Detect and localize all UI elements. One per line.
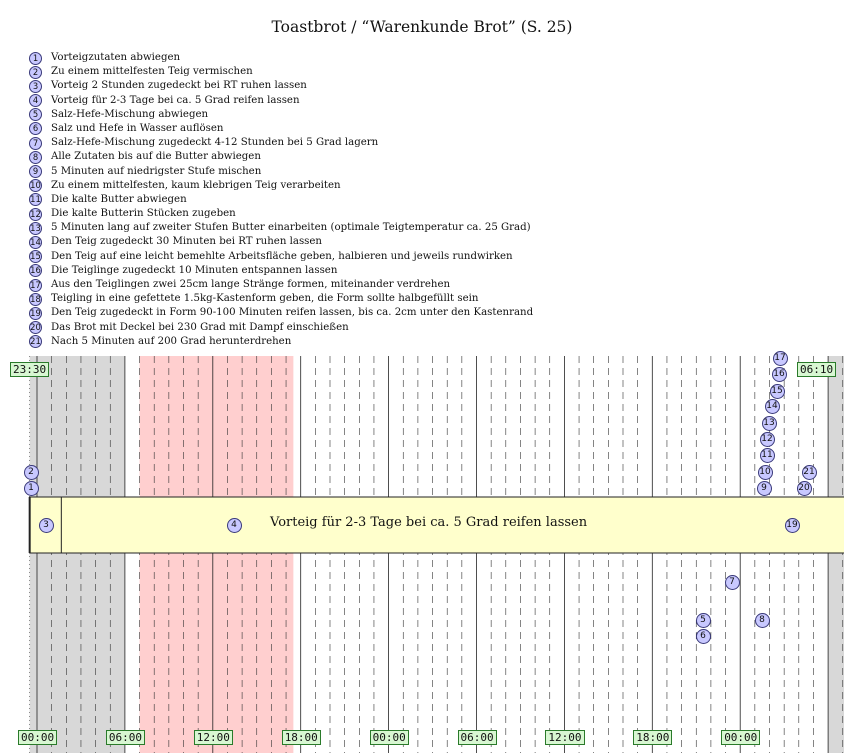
timeline-step-badge: 7	[725, 575, 740, 590]
timeline-step-badge: 1	[24, 481, 39, 496]
step-text: Zu einem mittelfesten Teig vermischen	[51, 66, 253, 78]
step-number-badge: 6	[29, 122, 42, 135]
step-text: Den Teig zugedeckt 30 Minuten bei RT ruhen lassen	[51, 236, 322, 248]
axis-time-label: 06:00	[106, 730, 145, 745]
step-text: Nach 5 Minuten auf 200 Grad herunterdrehen	[51, 335, 292, 347]
step-number-badge: 18	[30, 293, 41, 304]
timeline-step-badge: 15	[770, 384, 785, 399]
step-number-badge: 3	[29, 80, 42, 93]
step-text: Die Teiglinge zugedeckt 10 Minuten entspannen lassen	[51, 264, 338, 276]
step-text: Alle Zutaten bis auf die Butter abwiegen	[51, 151, 261, 163]
step-text: Vorteig für 2-3 Tage bei ca. 5 Grad reifen lassen	[51, 94, 300, 106]
axis-time-label: 06:00	[458, 730, 497, 745]
step-number-badge: 16	[30, 265, 41, 276]
step-text: Aus den Teiglingen zwei 25cm lange Stränge formen, miteinander verdrehen	[51, 279, 451, 290]
step-number-badge: 1	[29, 52, 42, 65]
step-text: Vorteigzutaten abwiegen	[51, 52, 181, 63]
step-number-badge: 21	[30, 336, 41, 347]
timeline-step-badge: 10	[758, 465, 773, 480]
timeline-step-badge: 4	[227, 518, 242, 533]
step-text: Den Teig zugedeckt in Form 90-100 Minuten reifen lassen, bis ca. 2cm unter den Kastenrand	[51, 307, 534, 319]
step-number-badge: 13	[30, 222, 41, 233]
step-number-badge: 9	[29, 165, 42, 178]
axis-time-label: 12:00	[194, 730, 233, 745]
step-number-badge: 17	[30, 279, 41, 290]
axis-time-label: 00:00	[370, 730, 409, 745]
step-number-badge: 10	[30, 180, 41, 191]
step-number-badge: 7	[29, 137, 42, 150]
axis-time-label: 00:00	[18, 730, 57, 745]
timeline-step-badge: 8	[755, 613, 770, 628]
timeline-step-badge: 2	[24, 465, 39, 480]
step-text: Das Brot mit Deckel bei 230 Grad mit Dampf einschießen	[51, 321, 349, 333]
timeline-step-badge: 20	[797, 481, 812, 496]
step-text: Salz und Hefe in Wasser auflösen	[51, 122, 224, 134]
page-title: Toastbrot / “Warenkunde Brot” (S. 25)	[271, 18, 573, 36]
step-text: Teigling in eine gefettete 1.5kg-Kastenform geben, die Form sollte halbgefüllt sein	[51, 293, 479, 305]
timeline-step-badge: 17	[773, 351, 788, 366]
step-text: Salz-Hefe-Mischung abwiegen	[51, 108, 209, 120]
axis-time-label: 18:00	[633, 730, 672, 745]
step-number-badge: 11	[30, 194, 41, 205]
timeline-step-badge: 14	[765, 399, 780, 414]
axis-time-label: 00:00	[721, 730, 760, 745]
step-number-badge: 15	[30, 251, 41, 262]
step-text: Den Teig auf eine leicht bemehlte Arbeitsfläche geben, halbieren und jeweils rundwirken	[51, 250, 513, 262]
step-number-badge: 8	[29, 151, 42, 164]
timeline-step-badge: 19	[785, 518, 800, 533]
timeline-step-badge: 12	[760, 432, 775, 447]
start-time-label: 23:30	[10, 362, 49, 377]
step-text: 5 Minuten lang auf zweiter Stufen Butter einarbeiten (optimale Teigtemperatur ca. 25 Grad)	[51, 222, 531, 234]
night-band	[30, 356, 125, 753]
main-bar-label: Vorteig für 2-3 Tage bei ca. 5 Grad reifen lassen	[270, 515, 588, 530]
timeline-step-badge: 11	[760, 448, 775, 463]
step-text: Zu einem mittelfesten, kaum klebrigen Teig verarbeiten	[51, 179, 341, 191]
timeline-step-badge: 3	[39, 518, 54, 533]
step-text: Vorteig 2 Stunden zugedeckt bei RT ruhen lassen	[51, 80, 307, 92]
step-text: Salz-Hefe-Mischung zugedeckt 4-12 Stunden bei 5 Grad lagern	[51, 137, 379, 149]
step-text: 5 Minuten auf niedrigster Stufe mischen	[51, 165, 262, 177]
timeline-step-badge: 13	[762, 416, 777, 431]
step-number-badge: 5	[29, 108, 42, 121]
axis-time-label: 12:00	[545, 730, 584, 745]
axis-time-label: 18:00	[282, 730, 321, 745]
step-number-badge: 19	[30, 307, 41, 318]
timeline-step-badge: 16	[772, 367, 787, 382]
step-number-badge: 2	[29, 66, 42, 79]
end-time-label: 06:10	[797, 362, 836, 377]
step-number-badge: 4	[29, 94, 42, 107]
highlight-band	[140, 356, 294, 753]
step-text: Die kalte Butter abwiegen	[51, 193, 187, 205]
step-text: Die kalte Butterin Stücken zugeben	[51, 208, 236, 220]
timeline-step-badge: 6	[696, 629, 711, 644]
step-number-badge: 12	[30, 208, 41, 219]
step-number-badge: 20	[30, 322, 41, 333]
timeline-step-badge: 21	[802, 465, 817, 480]
night-band	[828, 356, 844, 753]
step-number-badge: 14	[30, 236, 41, 247]
timeline-step-badge: 9	[757, 481, 772, 496]
timeline-step-badge: 5	[696, 613, 711, 628]
